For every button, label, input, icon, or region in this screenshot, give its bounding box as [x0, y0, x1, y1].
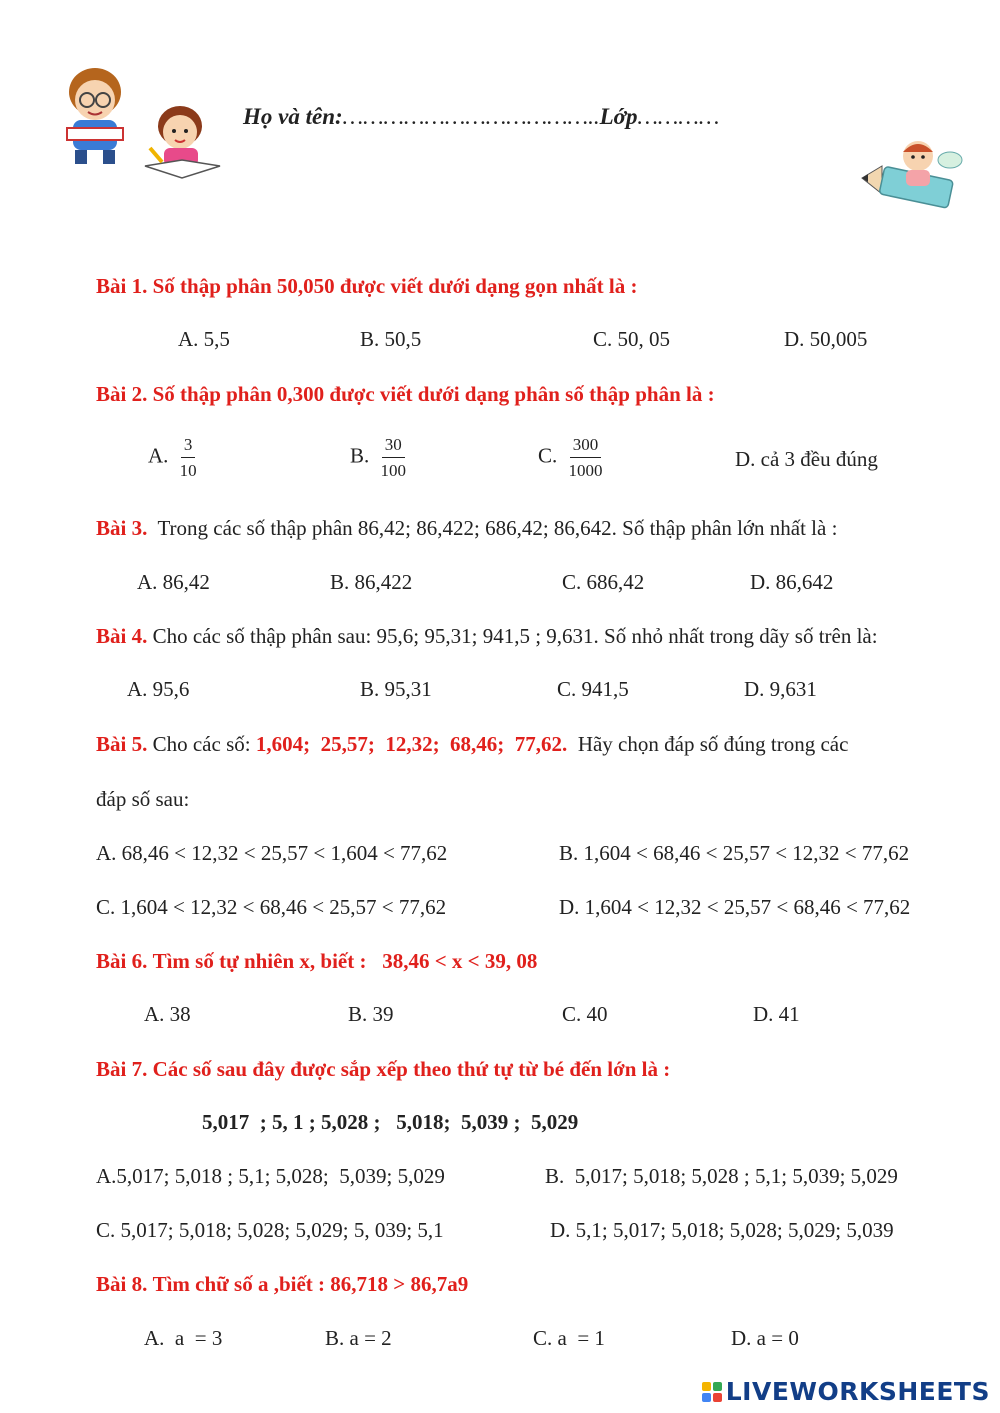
q2-option-a[interactable] — [148, 434, 197, 482]
q1-option-a[interactable]: A. 5,5 — [178, 327, 230, 351]
q6-option-a[interactable]: A. 38 — [144, 1002, 191, 1026]
question-6 — [96, 949, 537, 974]
student-info-header — [243, 104, 719, 130]
q2-option-a-prefix: A. — [148, 443, 169, 468]
question-4 — [96, 624, 878, 649]
liveworksheets-logo[interactable] — [702, 1377, 990, 1406]
numerator: 300 — [570, 434, 602, 458]
q2-option-c-prefix: C. — [538, 443, 558, 468]
question-1-text: Số thập phân 50,050 được viết dưới dạng gọn nhất là : — [152, 274, 638, 298]
question-7-label: Bài 7. — [96, 1057, 148, 1081]
q2-option-b-prefix: B. — [350, 443, 370, 468]
name-blank[interactable]: ……………………………….. — [342, 104, 600, 129]
question-2 — [96, 382, 715, 407]
numerator: 30 — [382, 434, 405, 458]
q5-option-d[interactable]: D. 1,604 < 12,32 < 25,57 < 68,46 < 77,62 — [559, 895, 911, 919]
q2-option-d[interactable]: D. cả 3 đều đúng — [735, 447, 878, 471]
q6-option-c[interactable]: C. 40 — [562, 1002, 608, 1026]
denominator: 1000 — [568, 461, 603, 481]
q2-option-c[interactable] — [538, 434, 603, 482]
q3-option-b[interactable]: B. 86,422 — [330, 570, 413, 594]
liveworksheets-logo-text: LIVEWORKSHEETS — [725, 1377, 990, 1406]
question-1-label: Bài 1. — [96, 274, 148, 298]
q7-option-b[interactable]: B. 5,017; 5,018; 5,028 ; 5,1; 5,039; 5,029 — [545, 1164, 898, 1188]
q8-option-c[interactable]: C. a = 1 — [533, 1326, 605, 1350]
question-7-text: Các số sau đây được sắp xếp theo thứ tự từ bé đến lớn là : — [152, 1057, 671, 1081]
numerator: 3 — [181, 434, 196, 458]
q7-option-d[interactable]: D. 5,1; 5,017; 5,018; 5,028; 5,029; 5,039 — [550, 1218, 894, 1242]
question-5-text-after: Hãy chọn đáp số đúng trong các — [577, 732, 849, 756]
name-label: Họ và tên: — [243, 104, 343, 129]
denominator: 10 — [179, 461, 197, 481]
q5-option-c[interactable]: C. 1,604 < 12,32 < 68,46 < 25,57 < 77,62 — [96, 895, 447, 919]
class-label: Lớp — [599, 104, 638, 129]
q2-option-c-fraction — [569, 434, 603, 482]
question-8-text: Tìm chữ số a ,biết : 86,718 > 86,7a9 — [152, 1272, 469, 1296]
q2-option-b-fraction — [381, 434, 407, 482]
q4-option-c[interactable]: C. 941,5 — [557, 677, 629, 701]
q2-option-a-fraction — [180, 434, 197, 482]
boy-reading-illustration — [55, 62, 135, 167]
q6-option-d[interactable]: D. 41 — [753, 1002, 800, 1026]
q5-option-b[interactable]: B. 1,604 < 68,46 < 25,57 < 12,32 < 77,62 — [559, 841, 910, 865]
q8-option-d[interactable]: D. a = 0 — [731, 1326, 799, 1350]
q1-option-c[interactable]: C. 50, 05 — [593, 327, 671, 351]
q4-option-d[interactable]: D. 9,631 — [744, 677, 817, 701]
q1-option-d[interactable]: D. 50,005 — [784, 327, 868, 351]
question-8-label: Bài 8. — [96, 1272, 148, 1296]
question-2-text: Số thập phân 0,300 được viết dưới dạng phân số thập phân là : — [152, 382, 715, 406]
question-7 — [96, 1057, 670, 1082]
question-3 — [96, 516, 837, 541]
question-5-text-before: Cho các số: — [152, 732, 251, 756]
q4-option-b[interactable]: B. 95,31 — [360, 677, 432, 701]
q8-option-a[interactable]: A. a = 3 — [144, 1326, 223, 1350]
q7-option-c[interactable]: C. 5,017; 5,018; 5,028; 5,029; 5, 039; 5,1 — [96, 1218, 444, 1242]
q2-option-b[interactable] — [350, 434, 406, 482]
q4-option-a[interactable]: A. 95,6 — [127, 677, 190, 701]
q6-option-b[interactable]: B. 39 — [348, 1002, 394, 1026]
girl-writing-illustration — [140, 98, 225, 183]
question-4-text: Cho các số thập phân sau: 95,6; 95,31; 941,5 ; 9,631. Số nhỏ nhất trong dãy số trên là: — [152, 624, 878, 648]
question-5 — [96, 732, 848, 757]
girl-on-pencil-illustration — [858, 138, 973, 228]
question-3-text: Trong các số thập phân 86,42; 86,422; 686,42; 86,642. Số thập phân lớn nhất là : — [157, 516, 838, 540]
question-3-label: Bài 3. — [96, 516, 148, 540]
q5-option-a[interactable]: A. 68,46 < 12,32 < 25,57 < 1,604 < 77,62 — [96, 841, 448, 865]
question-6-label: Bài 6. — [96, 949, 148, 973]
q3-option-a[interactable]: A. 86,42 — [137, 570, 210, 594]
q1-option-b[interactable]: B. 50,5 — [360, 327, 422, 351]
q8-option-b[interactable]: B. a = 2 — [325, 1326, 392, 1350]
q3-option-d[interactable]: D. 86,642 — [750, 570, 834, 594]
question-1 — [96, 274, 638, 299]
question-6-text: Tìm số tự nhiên x, biết : 38,46 < x < 39, 08 — [152, 949, 538, 973]
question-5-text-line2: đáp số sau: — [96, 787, 190, 811]
question-4-label: Bài 4. — [96, 624, 148, 648]
liveworksheets-mark-icon — [702, 1382, 722, 1402]
question-2-label: Bài 2. — [96, 382, 148, 406]
question-7-sequence: 5,017 ; 5, 1 ; 5,028 ; 5,018; 5,039 ; 5,029 — [202, 1110, 579, 1134]
question-5-numbers: 1,604; 25,57; 12,32; 68,46; 77,62. — [255, 732, 568, 756]
question-8 — [96, 1272, 468, 1297]
q3-option-c[interactable]: C. 686,42 — [562, 570, 645, 594]
class-blank[interactable]: ………… — [637, 104, 720, 129]
q7-option-a[interactable]: A.5,017; 5,018 ; 5,1; 5,028; 5,039; 5,029 — [96, 1164, 445, 1188]
denominator: 100 — [380, 461, 407, 481]
question-5-label: Bài 5. — [96, 732, 148, 756]
